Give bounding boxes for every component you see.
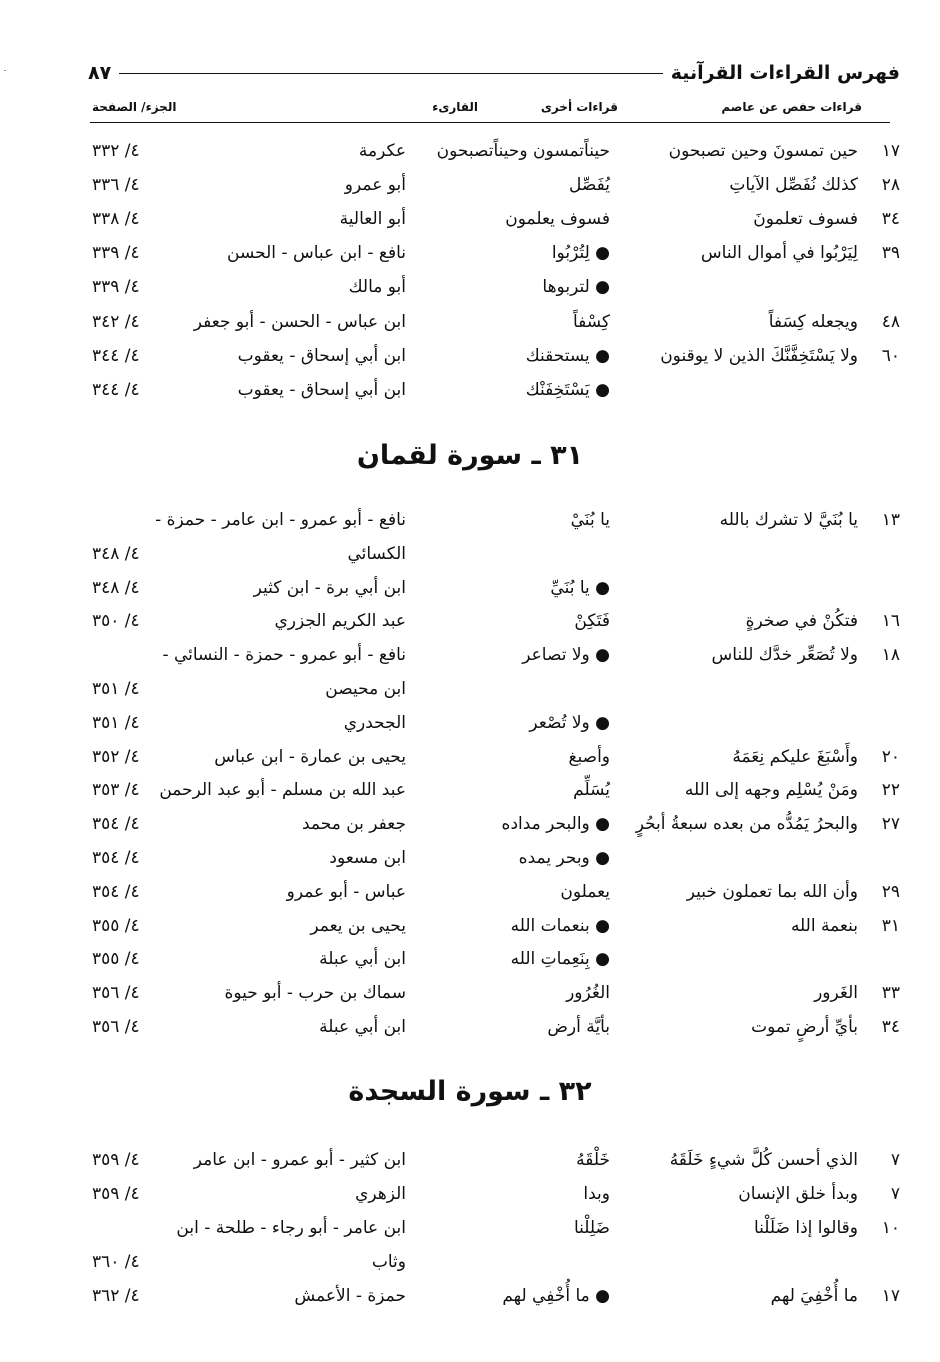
other-reading: فَتَكِنْ — [574, 611, 610, 632]
hafs-reading: وأَسْبَغَ عليكم نِعَمَهُ — [732, 746, 858, 767]
column-header-volume-page: الجزء/ الصفحة — [92, 100, 177, 114]
index-row — [90, 1013, 900, 1043]
hafs-reading: ومَنْ يُسْلِم وجهه إلى الله — [684, 780, 858, 801]
hafs-reading: لِيَرْبُوا في أموال الناس — [700, 243, 858, 264]
verse-number: ١٣ — [881, 510, 900, 530]
verse-number: ٢٨ — [881, 175, 900, 196]
hafs-reading: كذلك نُفَصِّل الآياتِ — [729, 175, 858, 196]
verse-number: ٦٠ — [881, 345, 900, 366]
index-row — [90, 506, 900, 536]
verse-number: ٣٤ — [881, 209, 900, 230]
page-number: ٨٧ — [88, 62, 112, 84]
other-reading: كِسْفاً — [572, 311, 610, 332]
index-row — [90, 376, 900, 406]
index-row — [90, 743, 900, 773]
volume-page-ref: ٤/ ٣٣٩ — [92, 277, 140, 298]
hafs-reading: ولا تُصَعِّر خدَّك للناس — [711, 645, 858, 666]
hafs-reading: فتكُنْ في صخرةٍ — [745, 611, 858, 632]
reader-name: ابن عامر - أبو رجاء - طلحة - ابن — [176, 1218, 406, 1238]
hafs-reading: والبحرُ يَمُدُّه من بعده سبعةُ أبحُرٍ — [635, 814, 858, 835]
other-reading: يعملون — [560, 881, 610, 902]
other-reading: ● لتربوها — [542, 277, 610, 298]
hafs-reading: فسوف تعلمونَ — [753, 209, 858, 230]
verse-number: ١٨ — [881, 645, 900, 666]
surah-32-title: ٣٢ ـ سورة السجدة — [348, 1076, 592, 1107]
volume-page-ref: ٤/ ٣٣٢ — [92, 141, 140, 161]
other-reading: الغُرُور — [566, 983, 610, 1004]
volume-page-ref: ٤/ ٣٣٨ — [92, 209, 140, 230]
reader-name: نافع - أبو عمرو - ابن عامر - حمزة - — [155, 510, 406, 530]
volume-page-ref: ٤/ ٣٤٨ — [92, 577, 140, 598]
other-reading: خَلْقَهُ — [576, 1150, 610, 1170]
reader-name: سماك بن حرب - أبو حيوة — [224, 983, 406, 1004]
reader-name: الكسائي — [347, 543, 406, 564]
column-header-reader: القارىء — [432, 100, 478, 114]
volume-page-ref: ٤/ ٣٥٠ — [92, 611, 140, 632]
other-reading: ● والبحر مداده — [501, 814, 610, 835]
volume-page-ref: ٤/ ٣٥٥ — [92, 915, 140, 936]
index-row — [90, 1146, 900, 1176]
verse-number: ١٠ — [881, 1218, 900, 1238]
hafs-reading: وبدأ خلق الإنسان — [738, 1184, 858, 1204]
volume-page-ref: ٤/ ٣٤٨ — [92, 543, 140, 564]
volume-page-ref: ٤/ ٣٤٤ — [92, 345, 140, 366]
hafs-reading: حين تمسونَ وحين تصبحون — [668, 141, 858, 161]
hafs-reading: بأيِّ أرضٍ تموت — [751, 1017, 858, 1037]
reader-name: الجحدري — [343, 712, 406, 733]
index-row — [90, 1248, 900, 1278]
hafs-reading: ما أُخْفِيَ لهم — [770, 1286, 858, 1306]
reader-name: عبد الله بن مسلم - أبو عبد الرحمن — [159, 780, 406, 801]
volume-page-ref: ٤/ ٣٥٩ — [92, 1150, 140, 1170]
other-reading: ● ولا تُصْعر — [529, 712, 610, 733]
hafs-reading: ولا يَسْتَخِفَّنَّكَ الذين لا يوقنون — [660, 345, 858, 366]
volume-page-ref: ٤/ ٣٣٦ — [92, 175, 140, 196]
index-row — [90, 1180, 900, 1210]
index-row — [90, 1282, 900, 1312]
reader-name: وثاب — [371, 1252, 406, 1272]
verse-number: ١٧ — [881, 1286, 900, 1306]
hafs-reading: يا بُنَيَّ لا تشرك بالله — [719, 510, 858, 530]
index-row — [90, 273, 900, 303]
volume-page-ref: ٤/ ٣٥٤ — [92, 814, 140, 835]
verse-number: ٣٤ — [881, 1017, 900, 1037]
verse-number: ٣٣ — [881, 983, 900, 1004]
column-headers — [90, 96, 890, 123]
index-row — [90, 171, 900, 201]
reader-name: ابن كثير - أبو عمرو - ابن عامر — [193, 1150, 406, 1170]
other-reading: ● بِنَعِماتِ الله — [510, 949, 610, 970]
volume-page-ref: ٤/ ٣٦٢ — [92, 1286, 140, 1306]
verse-number: ١٧ — [881, 141, 900, 161]
reader-name: ابن أبي إسحاق - يعقوب — [237, 379, 406, 400]
index-row — [90, 137, 900, 167]
running-title: فهرس القراءات القرآنية — [670, 62, 900, 84]
hafs-reading: الذي أحسن كُلَّ شيءٍ خَلَقَهُ — [669, 1150, 858, 1170]
index-row — [90, 810, 900, 840]
other-reading: بأيَّة أرض — [547, 1017, 610, 1037]
volume-page-ref: ٤/ ٣٥٩ — [92, 1184, 140, 1204]
other-reading: ● بنعمات الله — [510, 915, 610, 936]
index-row — [90, 574, 900, 604]
verse-number: ٢٧ — [881, 814, 900, 835]
other-reading: ● ولا تصاعر — [522, 645, 610, 666]
reader-name: ابن أبي عبلة — [319, 949, 406, 970]
index-row — [90, 1214, 900, 1244]
surah-31-title: ٣١ ـ سورة لقمان — [356, 440, 584, 471]
other-reading: يا بُنَيْ — [570, 510, 610, 530]
volume-page-ref: ٤/ ٣٥٦ — [92, 983, 140, 1004]
reader-name: أبو عمرو — [344, 175, 406, 196]
index-row — [90, 342, 900, 372]
verse-number: ٧ — [890, 1184, 900, 1204]
column-header-other-readings: قراءات أخرى — [540, 100, 618, 114]
reader-name: ابن عباس - الحسن - أبو جعفر — [193, 311, 406, 332]
reader-name: عباس - أبو عمرو — [286, 881, 406, 902]
other-reading: ● لِتُرْبُوا — [551, 243, 610, 264]
reader-name: جعفر بن محمد — [301, 814, 406, 835]
other-reading: وأصبغ — [568, 746, 610, 767]
volume-page-ref: ٤/ ٣٥٤ — [92, 848, 140, 868]
index-row — [90, 675, 900, 705]
volume-page-ref: ٤/ ٣٤٤ — [92, 379, 140, 400]
volume-page-ref: ٤/ ٣٥٥ — [92, 949, 140, 970]
volume-page-ref: ٤/ ٣٥١ — [92, 712, 140, 733]
hafs-reading: ويجعله كِسَفاً — [768, 311, 858, 332]
index-row — [90, 945, 900, 975]
verse-number: ٧ — [890, 1150, 900, 1170]
other-reading: ● يستحقنك — [525, 345, 610, 366]
column-header-hafs: قراءات حفص عن عاصم — [721, 100, 862, 114]
hafs-reading: وقالوا إذا ضَلَلْنا — [753, 1218, 858, 1238]
reader-name: يحيى بن عمارة - ابن عباس — [214, 746, 406, 767]
reader-name: ابن أبي إسحاق - يعقوب — [237, 345, 406, 366]
verse-number: ١٦ — [881, 611, 900, 632]
verse-number: ٣٩ — [881, 243, 900, 264]
other-reading: فسوف يعلمون — [505, 209, 610, 230]
hafs-reading: الغَرور — [814, 983, 858, 1004]
reader-name: ابن محيصن — [325, 679, 406, 699]
volume-page-ref: ٤/ ٣٥٤ — [92, 881, 140, 902]
other-reading: حيناًتمسون وحيناًتصبحون — [436, 141, 610, 161]
volume-page-ref: ٤/ ٣٣٩ — [92, 243, 140, 264]
index-row — [90, 979, 900, 1009]
reader-name: ابن أبي برة - ابن كثير — [253, 577, 406, 598]
hafs-reading: بنعمة الله — [790, 915, 858, 936]
other-reading: وبدا — [583, 1184, 610, 1204]
other-reading: ● يا بُنَيِّ — [550, 577, 610, 598]
reader-name: الزهري — [355, 1184, 406, 1204]
running-header — [88, 58, 900, 88]
volume-page-ref: ٤/ ٣٥٦ — [92, 1017, 140, 1037]
index-row — [90, 844, 900, 874]
other-reading: ● ما أُخْفِي لهم — [502, 1286, 610, 1306]
other-reading: ● وبحر يمده — [518, 848, 610, 868]
verse-number: ٢٢ — [881, 780, 900, 801]
verse-number: ٢٩ — [881, 881, 900, 902]
other-reading: يُفَصِّل — [569, 175, 610, 196]
reader-name: عبد الكريم الجزري — [274, 611, 406, 632]
index-row — [90, 776, 900, 806]
reader-name: ابن أبي عبلة — [319, 1017, 406, 1037]
reader-name: عكرمة — [358, 141, 406, 161]
volume-page-ref: ٤/ ٣٥١ — [92, 679, 140, 699]
reader-name: أبو العالية — [339, 209, 406, 230]
index-row — [90, 912, 900, 942]
index-row — [90, 641, 900, 671]
index-row — [90, 239, 900, 269]
other-reading: ● يَسْتَخِفَنْك — [525, 379, 610, 400]
index-row — [90, 607, 900, 637]
index-row — [90, 308, 900, 338]
reader-name: ابن مسعود — [329, 848, 406, 868]
other-reading: ضَلِلْنا — [573, 1218, 610, 1238]
reader-name: يحيى بن يعمر — [310, 915, 406, 936]
other-reading: يُسَلِّم — [573, 780, 610, 801]
index-row — [90, 540, 900, 570]
scan-speck — [4, 70, 6, 71]
volume-page-ref: ٤/ ٣٥٢ — [92, 746, 140, 767]
index-row — [90, 878, 900, 908]
header-rule — [119, 73, 663, 74]
reader-name: نافع - أبو عمرو - حمزة - النسائي - — [162, 645, 406, 666]
reader-name: نافع - ابن عباس - الحسن — [227, 243, 406, 264]
verse-number: ٤٨ — [881, 311, 900, 332]
volume-page-ref: ٤/ ٣٥٣ — [92, 780, 140, 801]
volume-page-ref: ٤/ ٣٤٢ — [92, 311, 140, 332]
verse-number: ٢٠ — [881, 746, 900, 767]
reader-name: حمزة - الأعمش — [294, 1286, 406, 1306]
index-row — [90, 709, 900, 739]
verse-number: ٣١ — [881, 915, 900, 936]
index-row — [90, 205, 900, 235]
reader-name: أبو مالك — [348, 277, 406, 298]
hafs-reading: وأن الله بما تعملون خبير — [686, 881, 858, 902]
volume-page-ref: ٤/ ٣٦٠ — [92, 1252, 140, 1272]
